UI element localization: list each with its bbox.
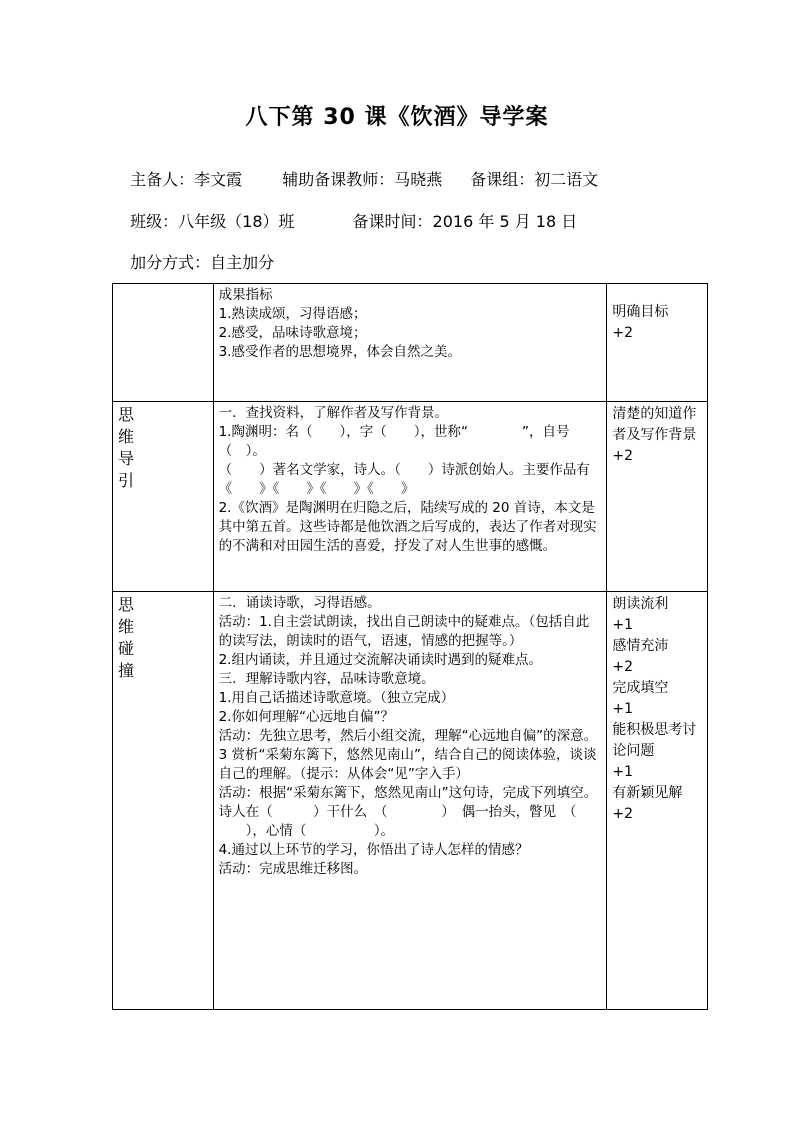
score-criterion: 感情充沛 [612, 638, 669, 654]
background-paragraph: 2.《饮酒》是陶渊明在归隐之后，陆续写成的 20 首诗，本文是其中第五首。这些诗都是他饮酒之后写成的，表达了作者对现实的不满和对田园生活的喜爱，抒发了对人生世事的感慨。 [218, 500, 597, 554]
activity-line: 活动：1.自主尝试朗读，找出自己朗读中的疑难点。（包括自此的读写法，朗读时的语气，语速，情感的把握等。） [218, 614, 590, 649]
row-label-cell [113, 402, 214, 592]
collision-content-cell [213, 592, 607, 1010]
fill-in-line: 诗人在（ ）干什么 （ ） 偶一抬头，瞥见 （ [218, 804, 577, 820]
activity-line: 活动：完成思维迁移图。 [218, 861, 368, 877]
score-criterion: 能积极思考讨论问题 [612, 722, 697, 759]
goals-heading: 成果指标 [218, 287, 273, 303]
score-cell [607, 284, 708, 402]
score-criterion: 清楚的知道作者及写作背景 [612, 406, 697, 443]
row-label-char: 维 [118, 617, 135, 636]
question-line: 3 赏析“采菊东篱下，悠然见南山”，结合自己的阅读体验，谈谈自己的理解。（提示：从体会“见”字入手） [218, 747, 597, 782]
assistant-teacher: 辅助备课教师：马晓燕 [282, 170, 443, 189]
score-criterion: 完成填空 [612, 680, 669, 696]
main-preparer: 主备人：李文霞 [130, 170, 243, 189]
row-label-char: 导 [118, 449, 135, 468]
score-points: +1 [612, 617, 634, 633]
goal-item: 2.感受，品味诗歌意境； [218, 325, 367, 341]
activity-line: 2.组内诵读，并且通过交流解决诵读时遇到的疑难点。 [218, 652, 542, 668]
row-label-char: 撞 [118, 661, 135, 680]
prep-date: 备课时间：2016 年 5 月 18 日 [352, 212, 578, 231]
score-criterion: 有新颖见解 [612, 785, 683, 801]
score-criterion: 明确目标 [612, 304, 669, 320]
fill-in-line: 1.陶渊明：名（ ），字（ ），世称“ ”，自号（ ）。 [218, 424, 570, 459]
score-points: +1 [612, 701, 634, 717]
meta-line-scoring [120, 231, 274, 273]
section-heading: 二．诵读诗歌，习得语感。 [218, 595, 381, 611]
score-cell [607, 402, 708, 592]
lesson-plan-table [112, 283, 708, 1010]
activity-line: 活动：先独立思考，然后小组交流，理解“心远地自偏”的深意。 [218, 728, 598, 744]
class-name: 班级：八年级（18）班 [130, 212, 295, 231]
row-label-cell [113, 284, 214, 402]
goals-content-cell [213, 284, 607, 402]
row-label-char: 维 [118, 427, 135, 446]
question-line: 4.通过以上环节的学习，你悟出了诗人怎样的情感？ [218, 842, 529, 858]
activity-line: 活动：根据“采菊东篱下，悠然见南山”这句诗，完成下列填空。 [218, 785, 598, 801]
table-row-goals [113, 284, 708, 402]
page-title: 八下第 30 课《饮酒》导学案 [245, 105, 549, 130]
prep-group: 备课组：初二语文 [470, 170, 599, 189]
question-line: 1.用自己话描述诗歌意境。（独立完成） [218, 690, 455, 706]
row-label-char: 思 [118, 405, 135, 424]
goal-item: 3.感受作者的思想境界，体会自然之美。 [218, 344, 461, 360]
section-heading: 三．理解诗歌内容，品味诗歌意境。 [218, 671, 435, 687]
table-row-thinking-guide [113, 402, 708, 592]
row-label-cell [113, 592, 214, 1010]
guide-content-cell [213, 402, 607, 592]
score-criterion: 朗读流利 [612, 596, 669, 612]
score-points: +1 [612, 764, 634, 780]
scoring-method: 加分方式：自主加分 [130, 253, 275, 272]
fill-in-line: ），心情（ ）。 [218, 823, 395, 839]
score-points: +2 [612, 325, 634, 341]
row-label-char: 引 [118, 471, 135, 490]
score-points: +2 [612, 806, 634, 822]
score-points: +2 [612, 659, 634, 675]
row-label-char: 思 [118, 595, 135, 614]
goal-item: 1.熟读成颂，习得语感； [218, 306, 367, 322]
question-line: 2.你如何理解“心远地自偏”？ [218, 709, 394, 725]
score-points: +2 [612, 448, 634, 464]
row-label-char: 碰 [118, 639, 135, 658]
score-cell [607, 592, 708, 1010]
fill-in-line: （ ）著名文学家，诗人。（ ）诗派创始人。主要作品有《 》《 》《 》《 》 [218, 462, 590, 497]
meta-line-preparers [120, 148, 598, 190]
meta-line-class [120, 190, 577, 232]
section-heading: 一．查找资料，了解作者及写作背景。 [218, 405, 449, 421]
table-row-thinking-collision [113, 592, 708, 1010]
